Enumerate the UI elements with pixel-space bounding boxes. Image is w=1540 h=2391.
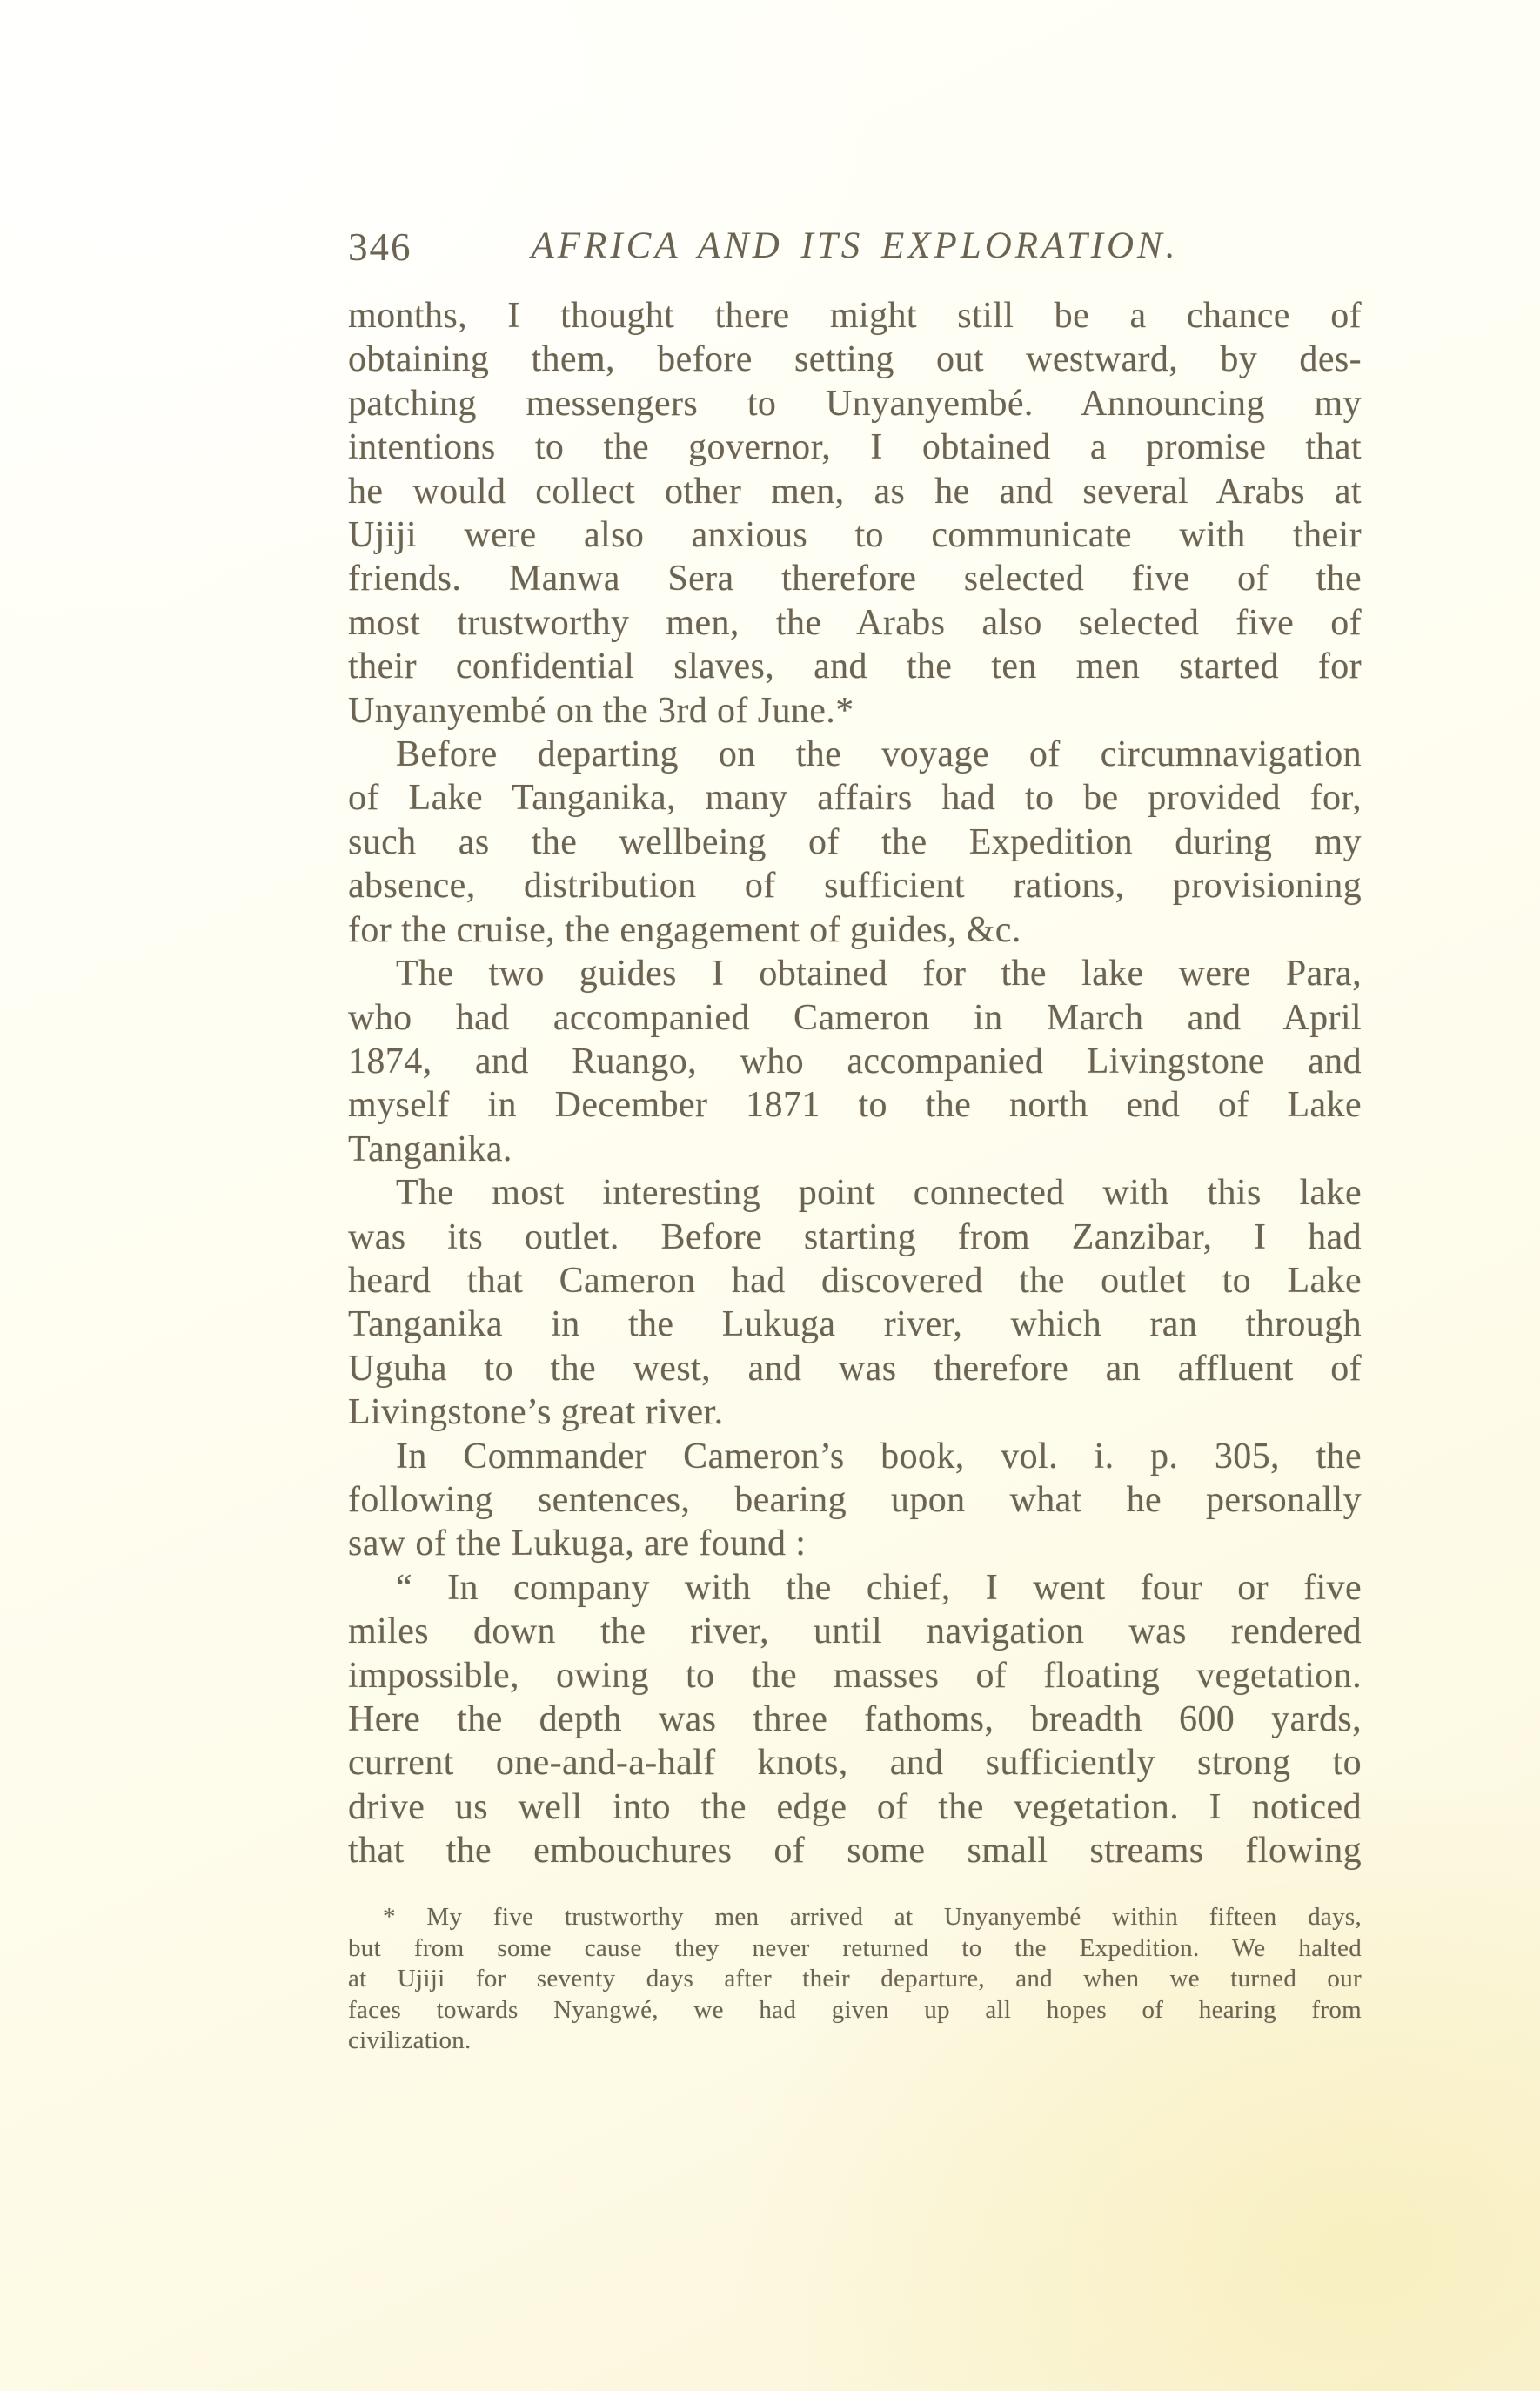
running-title: AFRICA AND ITS EXPLORATION. bbox=[531, 225, 1179, 266]
footnote bbox=[348, 1902, 1362, 2057]
body-line: Before departing on the voyage of circumnavigation bbox=[396, 734, 1362, 775]
body-line: following sentences, bearing upon what he personally bbox=[348, 1479, 1362, 1520]
body-line: their confidential slaves, and the ten men started for bbox=[348, 646, 1362, 687]
body-line: months, I thought there might still be a chance of bbox=[348, 296, 1362, 336]
body-line: Tanganika. bbox=[348, 1129, 512, 1169]
body-line: current one-and-a-half knots, and sufficiently strong to bbox=[348, 1743, 1362, 1784]
body-text bbox=[348, 294, 1362, 1873]
body-line: The two guides I obtained for the lake were Para, bbox=[396, 954, 1362, 995]
page-number: 346 bbox=[348, 225, 412, 269]
body-line: Livingstone’s great river. bbox=[348, 1392, 724, 1433]
body-line: drive us well into the edge of the vegetation. I noticed bbox=[348, 1786, 1362, 1827]
body-line: friends. Manwa Sera therefore selected five of the bbox=[348, 559, 1362, 599]
body-line: In Commander Cameron’s book, vol. i. p. 305, the bbox=[396, 1436, 1362, 1477]
body-line: heard that Cameron had discovered the outlet to Lake bbox=[348, 1260, 1362, 1301]
footnote-line: civilization. bbox=[348, 2026, 472, 2054]
body-line: Ujiji were also anxious to communicate with their bbox=[348, 515, 1362, 556]
body-line: of Lake Tanganika, many affairs had to be provided for, bbox=[348, 778, 1362, 819]
footnote-line: faces towards Nyangwé, we had given up all hopes of hearing from bbox=[348, 1995, 1362, 2024]
body-line: Tanganika in the Lukuga river, which ran through bbox=[348, 1304, 1362, 1345]
body-line: patching messengers to Unyanyembé. Announcing my bbox=[348, 383, 1362, 424]
body-line: obtaining them, before setting out westward, by des- bbox=[348, 339, 1362, 380]
page-header bbox=[348, 224, 1362, 277]
body-line: Uguha to the west, and was therefore an affluent of bbox=[348, 1348, 1362, 1389]
body-line: “ In company with the chief, I went four or five bbox=[396, 1567, 1362, 1608]
body-line: was its outlet. Before starting from Zanzibar, I had bbox=[348, 1216, 1362, 1257]
body-line: who had accompanied Cameron in March and April bbox=[348, 997, 1362, 1038]
body-line: that the embouchures of some small streams flowing bbox=[348, 1831, 1362, 1872]
body-line: most trustworthy men, the Arabs also selected five of bbox=[348, 602, 1362, 643]
body-line: impossible, owing to the masses of floating vegetation. bbox=[348, 1655, 1362, 1696]
body-line: Unyanyembé on the 3rd of June.* bbox=[348, 690, 854, 731]
body-line: 1874, and Ruango, who accompanied Livingstone and bbox=[348, 1041, 1362, 1082]
body-line: The most interesting point connected with this lake bbox=[396, 1173, 1362, 1214]
footnote-line: at Ujiji for seventy days after their departure, and when we turned our bbox=[348, 1965, 1362, 1992]
footnote-line: but from some cause they never returned to the Expedition. We halted bbox=[348, 1933, 1362, 1962]
body-line: absence, distribution of sufficient rations, provisioning bbox=[348, 866, 1362, 907]
body-line: intentions to the governor, I obtained a promise that bbox=[348, 427, 1362, 468]
body-line: miles down the river, until navigation was rendered bbox=[348, 1611, 1362, 1652]
body-line: he would collect other men, as he and several Arabs at bbox=[348, 471, 1362, 512]
body-line: for the cruise, the engagement of guides, &c. bbox=[348, 909, 1021, 950]
body-line: such as the wellbeing of the Expedition during my bbox=[348, 821, 1362, 862]
footnote-line: * My five trustworthy men arrived at Unyanyembé within fifteen days, bbox=[383, 1903, 1362, 1931]
body-line: Here the depth was three fathoms, breadth 600 yards, bbox=[348, 1699, 1362, 1739]
body-line: saw of the Lukuga, are found : bbox=[348, 1524, 807, 1564]
body-line: myself in December 1871 to the north end of Lake bbox=[348, 1085, 1362, 1126]
